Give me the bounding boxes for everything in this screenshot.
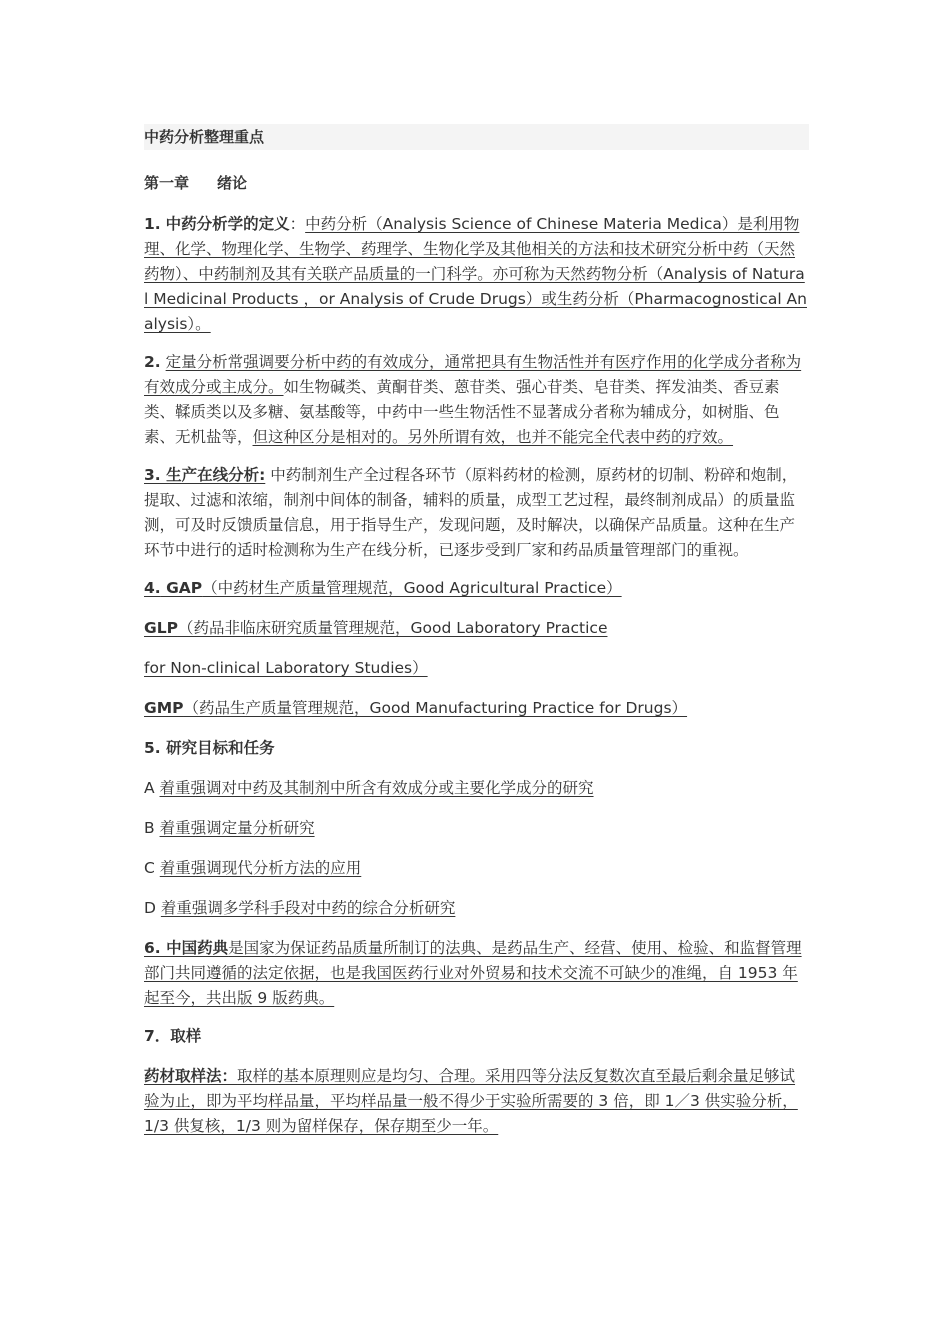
goal-d-text: 着重强调多学科手段对中药的综合分析研究 (160, 899, 456, 917)
chapter-name: 绪论 (217, 174, 248, 192)
item-1-definition (144, 212, 809, 337)
item-4-gmp (144, 696, 809, 721)
chapter-heading (144, 172, 809, 194)
item-1-colon: ： (289, 215, 306, 233)
item-4-glp-cont (144, 656, 809, 681)
item-7-sampling (144, 1064, 809, 1139)
gmp-label: GMP (144, 699, 184, 717)
goal-d-letter: D (144, 899, 161, 917)
item-3-online-analysis (144, 463, 809, 563)
item-1-text: 中药分析（Analysis Science of Chinese Materia Medica）是利用物理、化学、物理化学、生物学、药理学、生物化学及其他相关的方法和技术研究分析中药（天然药物）、中药制剂及其有关联产品质量的一门科学。亦可称为天然药物分析（Analysis of Natural Medicinal Products ，or Analysis of Crude Drugs）或生药分析（Pharmacognostical Analysis）。 (144, 215, 807, 333)
item-1-number: 1. (144, 215, 161, 233)
item-7-text: 取样的基本原理则应是均匀、合理。采用四等分法反复数次直至最后剩余量足够试验为止，即为平均样品量，平均样品量一般不得少于实验所需要的 3 倍，即 1／3 供实验分析，1/3 供复核，1/3 则为留样保存，保存期至少一年。 (144, 1067, 798, 1135)
gmp-text: （药品生产质量管理规范，Good Manufacturing Practice for Drugs） (183, 699, 688, 717)
item-3-label: 3. 生产在线分析: (144, 466, 266, 484)
goal-c (144, 856, 809, 881)
glp-label: GLP (144, 619, 178, 637)
item-6-label: 6. 中国药典 (144, 939, 229, 957)
item-4-glp (144, 616, 809, 641)
chapter-label: 第一章 (144, 174, 190, 192)
item-7-label: 药材取样法： (144, 1067, 238, 1085)
goal-d (144, 896, 809, 921)
goal-c-text: 着重强调现代分析方法的应用 (159, 859, 362, 877)
item-2-text-b: 如生物碱类、黄酮苷类、蒽苷类、强心苷类、皂苷类、挥发油类、香豆素类、鞣质类以及多糖、氨基酸等，中药中一些生物活性不显著成分者称为辅成分，如树脂、色素、无机盐等， (144, 378, 780, 446)
item-2-text-c: 但这种区分是相对的。另外所谓有效，也并不能完全代表中药的疗效。 (252, 428, 734, 446)
goal-b-text: 着重强调定量分析研究 (159, 819, 315, 837)
item-4-number: 4. (144, 579, 161, 597)
item-5-heading (144, 736, 809, 761)
glp-text-continued: for Non-clinical Laboratory Studies） (144, 659, 428, 677)
goal-b (144, 816, 809, 841)
glp-text: （药品非临床研究质量管理规范，Good Laboratory Practice (177, 619, 608, 637)
goal-c-letter: C (144, 859, 160, 877)
goal-a (144, 776, 809, 801)
item-5-heading-text: 5. 研究目标和任务 (144, 739, 275, 757)
document-page (144, 124, 809, 1152)
item-6-text: 是国家为保证药品质量所制订的法典、是药品生产、经营、使用、检验、和监督管理部门共同遵循的法定依据，也是我国医药行业对外贸易和技术交流不可缺少的准绳，自 1953 年起至今，共出版 9 版药典。 (144, 939, 802, 1007)
goal-b-letter: B (144, 819, 160, 837)
item-2-number: 2. (144, 353, 161, 371)
gap-text: （中药材生产质量管理规范，Good Agricultural Practice） (202, 579, 622, 597)
item-6-pharmacopoeia (144, 936, 809, 1011)
gap-label: GAP (160, 579, 203, 597)
item-2-text-a: 定量分析常强调要分析中药的有效成分，通常把具有生物活性并有医疗作用的化学成分者称为有效成分或主成分。 (144, 353, 802, 396)
goal-a-letter: A (144, 779, 160, 797)
item-7-heading (144, 1024, 809, 1049)
item-3-text: 中药制剂生产全过程各环节（原料药材的检测，原药材的切制、粉碎和炮制，提取、过滤和浓缩，制剂中间体的制备，辅料的质量，成型工艺过程，最终制剂成品）的质量监测，可及时反馈质量信息，用于指导生产，发现问题，及时解决，以确保产品质量。这种在生产环节中进行的适时检测称为生产在线分析，已逐步受到厂家和药品质量管理部门的重视。 (144, 466, 798, 559)
item-7-heading-text: 7．取样 (144, 1027, 202, 1045)
document-title: 中药分析整理重点 (144, 124, 809, 150)
item-4-gap (144, 576, 809, 601)
item-1-label: 中药分析学的定义 (165, 215, 290, 233)
item-2-quantitative (144, 350, 809, 450)
goal-a-text: 着重强调对中药及其制剂中所含有效成分或主要化学成分的研究 (159, 779, 594, 797)
